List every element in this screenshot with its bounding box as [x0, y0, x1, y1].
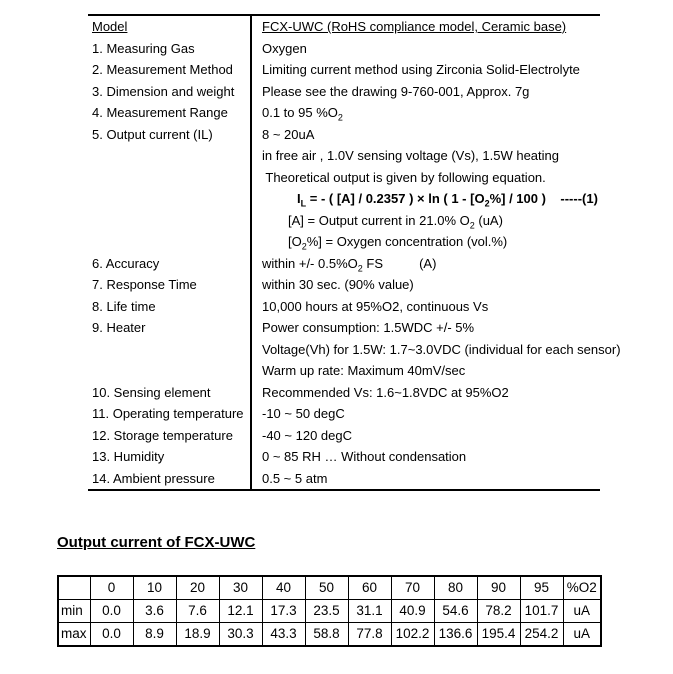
subscript-text: 2: [469, 220, 475, 231]
spec-row: [88, 81, 600, 103]
value-cell: 23.5: [305, 600, 348, 623]
output-table-header-cell: 40: [262, 576, 305, 600]
value-cell: 254.2: [520, 623, 563, 647]
spec-value: [250, 274, 600, 296]
spec-value-line: within 30 sec. (90% value): [262, 277, 414, 292]
text-fragment: I: [297, 191, 301, 206]
spec-row: [88, 403, 600, 425]
spec-label: 4. Measurement Range: [92, 105, 228, 120]
output-table-header-cell: 90: [477, 576, 520, 600]
spec-value-line: in free air , 1.0V sensing voltage (Vs), 1.5W heating: [262, 148, 559, 163]
value-cell: 40.9: [391, 600, 434, 623]
value-cell: uA: [563, 623, 601, 647]
text-fragment: [O: [288, 234, 302, 249]
value-cell: 54.6: [434, 600, 477, 623]
spec-value-line: Voltage(Vh) for 1.5W: 1.7~3.0VDC (individual for each sensor): [262, 341, 621, 357]
spec-value: [250, 468, 600, 490]
spec-row: [88, 446, 600, 468]
spec-value-line: [262, 102, 600, 124]
text-fragment: within +/- 0.5%O: [262, 255, 358, 271]
spec-value-line: 0.5 ~ 5 atm: [262, 470, 328, 486]
value-cell: 101.7: [520, 600, 563, 623]
spec-value-line: [262, 188, 600, 210]
spec-value-line: Warm up rate: Maximum 40mV/sec: [262, 363, 466, 378]
output-table-header-cell: 20: [176, 576, 219, 600]
subscript-text: 2: [301, 241, 307, 252]
spec-value: [250, 382, 600, 404]
value-cell: 136.6: [434, 623, 477, 647]
subscript-text: 2: [357, 263, 363, 274]
value-cell: 7.6: [176, 600, 219, 623]
value-cell: 12.1: [219, 600, 262, 623]
text-fragment: %] / 100 ) -----(1): [489, 191, 598, 206]
value-cell: 8.9: [133, 623, 176, 647]
output-table-header-cell: %O2: [563, 576, 601, 600]
spec-value-line: Please see the drawing 9-760-001, Approx. 7g: [262, 83, 530, 99]
value-cell: 43.3: [262, 623, 305, 647]
spec-label: Model: [92, 19, 128, 34]
spec-value-line: Recommended Vs: 1.6~1.8VDC at 95%O2: [262, 384, 509, 400]
output-table-row-max: [58, 623, 601, 647]
spec-label: 7. Response Time: [92, 277, 197, 292]
spec-label: 14. Ambient pressure: [92, 470, 215, 486]
spec-label: 9. Heater: [92, 320, 146, 335]
spec-value: [250, 403, 600, 425]
output-table-header-cell: 95: [520, 576, 563, 600]
spec-value: [250, 253, 600, 275]
text-fragment: = - ( [A] / 0.2357 ) × ln ( 1 - [O: [306, 191, 485, 206]
spec-row: [88, 124, 600, 253]
spec-value-line: 8 ~ 20uA: [262, 126, 315, 142]
spec-value-line: 10,000 hours at 95%O2, continuous Vs: [262, 298, 489, 314]
spec-value-line: -40 ~ 120 degC: [262, 427, 352, 443]
spec-row: [88, 253, 600, 275]
spec-row: [88, 296, 600, 318]
spec-label: 13. Humidity: [92, 449, 165, 464]
spec-value: [250, 16, 600, 38]
spec-value-line: Oxygen: [262, 40, 307, 56]
spec-value: [250, 446, 600, 468]
spec-label: 6. Accuracy: [92, 255, 160, 271]
spec-value-line: FCX-UWC (RoHS compliance model, Ceramic base): [262, 19, 567, 34]
value-cell: 102.2: [391, 623, 434, 647]
spec-label: 2. Measurement Method: [92, 62, 233, 77]
spec-value: [250, 296, 600, 318]
output-table-header-cell: 50: [305, 576, 348, 600]
value-cell: uA: [563, 600, 601, 623]
output-table-row-min: [58, 600, 601, 623]
value-cell: 58.8: [305, 623, 348, 647]
spec-label: 1. Measuring Gas: [92, 40, 195, 56]
text-fragment: FS (A): [362, 255, 437, 271]
value-cell: 195.4: [477, 623, 520, 647]
spec-value-line: 0 ~ 85 RH … Without condensation: [262, 449, 467, 464]
value-cell: 0.0: [90, 600, 133, 623]
subscript-text: 2: [484, 198, 490, 209]
spec-value-line: Theoretical output is given by following equation.: [262, 169, 546, 185]
output-table-header-cell: 10: [133, 576, 176, 600]
text-fragment: 0.1 to 95 %O: [262, 105, 338, 120]
output-table-header-cell: 60: [348, 576, 391, 600]
spec-label: 11. Operating temperature: [92, 406, 244, 421]
row-label-cell: max: [58, 623, 90, 647]
output-table-header-cell: 70: [391, 576, 434, 600]
spec-row: [88, 59, 600, 81]
value-cell: 17.3: [262, 600, 305, 623]
spec-row: [88, 38, 600, 60]
subscript-text: 2: [337, 112, 343, 123]
spec-row: [88, 382, 600, 404]
output-table-header-cell: 30: [219, 576, 262, 600]
spec-value-line: -10 ~ 50 degC: [262, 406, 345, 421]
spec-value-line: [262, 253, 600, 275]
spec-row: [88, 16, 600, 38]
output-table-header-cell: 80: [434, 576, 477, 600]
subscript-text: L: [300, 198, 307, 209]
text-fragment: %] = Oxygen concentration (vol.%): [306, 234, 508, 249]
spec-table: [88, 14, 621, 491]
spec-value: [250, 124, 600, 253]
spec-row: [88, 317, 621, 382]
spec-label: 8. Life time: [92, 298, 156, 314]
output-table-header-row: [58, 576, 601, 600]
output-table-header-cell: 0: [90, 576, 133, 600]
output-table-header-cell: [58, 576, 90, 600]
spec-value-line: Power consumption: 1.5WDC +/- 5%: [262, 320, 475, 335]
spec-label: 3. Dimension and weight: [92, 83, 235, 99]
output-current-table-body: [58, 576, 601, 646]
spec-value-line: [262, 210, 600, 232]
value-cell: 77.8: [348, 623, 391, 647]
spec-value: [250, 59, 600, 81]
spec-value-line: Limiting current method using Zirconia Solid-Electrolyte: [262, 62, 580, 77]
output-current-heading: Output current of FCX-UWC: [57, 534, 256, 551]
text-fragment: [A] = Output current in 21.0% O: [288, 212, 470, 228]
value-cell: 31.1: [348, 600, 391, 623]
value-cell: 3.6: [133, 600, 176, 623]
value-cell: 78.2: [477, 600, 520, 623]
spec-value: [250, 102, 600, 124]
spec-value-line: [262, 231, 600, 253]
spec-label: 5. Output current (IL): [92, 126, 213, 142]
spec-row: [88, 274, 600, 296]
spec-value: [250, 317, 621, 382]
spec-row: [88, 468, 600, 490]
spec-label: 12. Storage temperature: [92, 427, 233, 443]
spec-value: [250, 425, 600, 447]
spec-value: [250, 81, 600, 103]
row-label-cell: min: [58, 600, 90, 623]
spec-row: [88, 425, 600, 447]
value-cell: 30.3: [219, 623, 262, 647]
text-fragment: (uA): [474, 212, 503, 228]
spec-value: [250, 38, 600, 60]
spec-row: [88, 102, 600, 124]
value-cell: 0.0: [90, 623, 133, 647]
value-cell: 18.9: [176, 623, 219, 647]
spec-label: 10. Sensing element: [92, 384, 211, 400]
output-current-table: [57, 575, 602, 647]
